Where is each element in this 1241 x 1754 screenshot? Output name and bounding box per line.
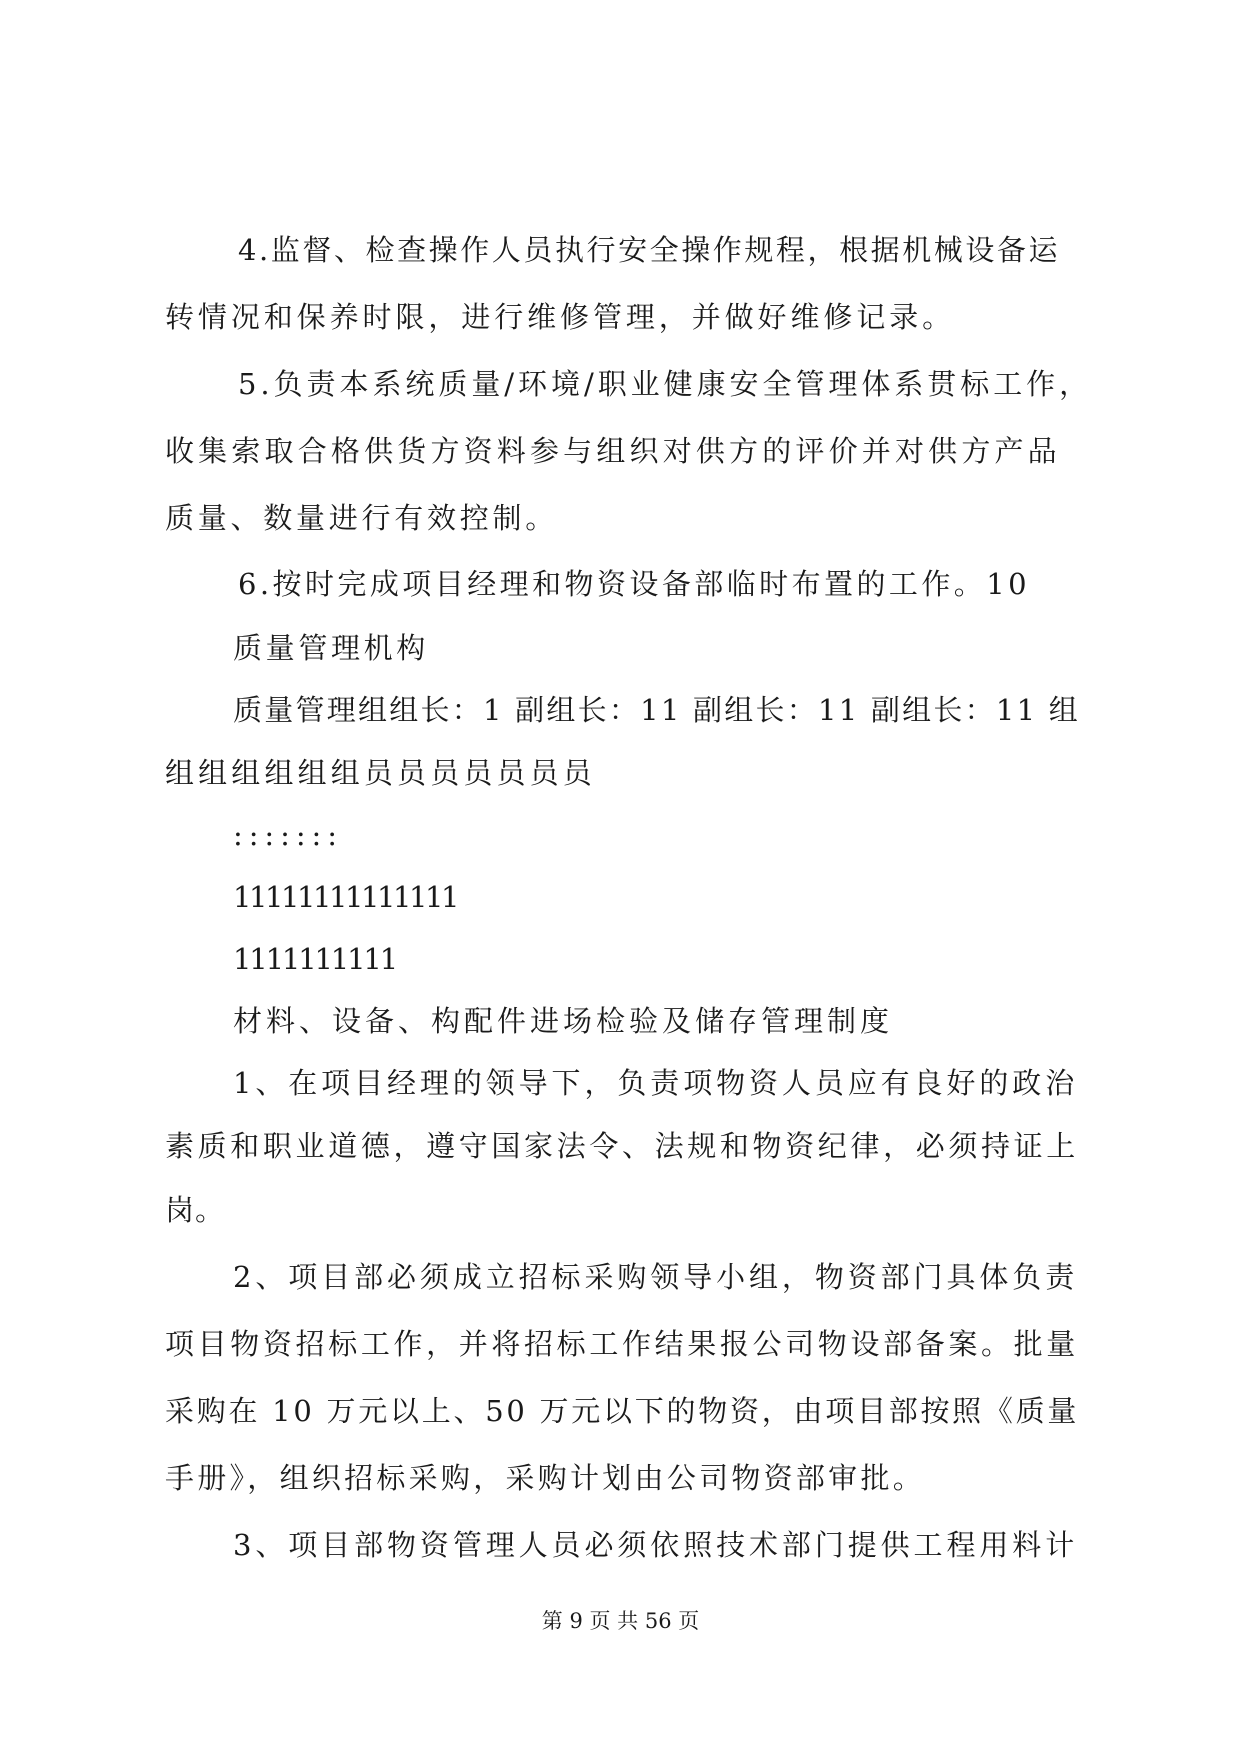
text-line-1: 4.监督、检查操作人员执行安全操作规程，根据机械设备运 (238, 233, 1061, 267)
page-number-footer: 第 9 页 共 56 页 (541, 1609, 700, 1633)
text-line-5: 质量、数量进行有效控制。 (165, 501, 559, 535)
text-line-6: 6.按时完成项目经理和物资设备部临时布置的工作。10 (238, 567, 1031, 601)
text-line-21: 3、项目部物资管理人员必须依照技术部门提供工程用料计 (233, 1528, 1079, 1562)
text-line-10: ::::::: (233, 818, 343, 852)
section-heading-materials: 材料、设备、构配件进场检验及储存管理制度 (233, 1004, 894, 1038)
text-line-8: 质量管理组组长：1 副组长：11 副组长：11 副组长：11 组 (233, 693, 1081, 727)
text-line-4: 收集索取合格供货方资料参与组织对供方的评价并对供方产品 (165, 434, 1061, 468)
text-line-19: 采购在 10 万元以上、50 万元以下的物资，由项目部按照《质量 (165, 1394, 1080, 1428)
text-line-14: 1、在项目经理的领导下，负责项物资人员应有良好的政治 (233, 1066, 1079, 1100)
text-line-17: 2、项目部必须成立招标采购领导小组，物资部门具体负责 (233, 1260, 1079, 1294)
text-line-12: 1111111111 (233, 942, 397, 976)
section-heading-quality-org: 质量管理机构 (233, 631, 429, 665)
text-line-2: 转情况和保养时限，进行维修管理，并做好维修记录。 (165, 300, 956, 334)
text-line-16: 岗。 (165, 1193, 225, 1227)
text-line-18: 项目物资招标工作，并将招标工作结果报公司物设部备案。批量 (165, 1327, 1079, 1361)
text-line-20: 手册》，组织招标采购，采购计划由公司物资部审批。 (165, 1461, 925, 1495)
text-line-15: 素质和职业道德，遵守国家法令、法规和物资纪律，必须持证上 (165, 1129, 1079, 1163)
text-line-3: 5.负责本系统质量/环境/职业健康安全管理体系贯标工作， (238, 367, 1093, 401)
text-line-11: 11111111111111 (233, 880, 458, 914)
text-line-9: 组组组组组组员员员员员员员 (165, 756, 596, 790)
